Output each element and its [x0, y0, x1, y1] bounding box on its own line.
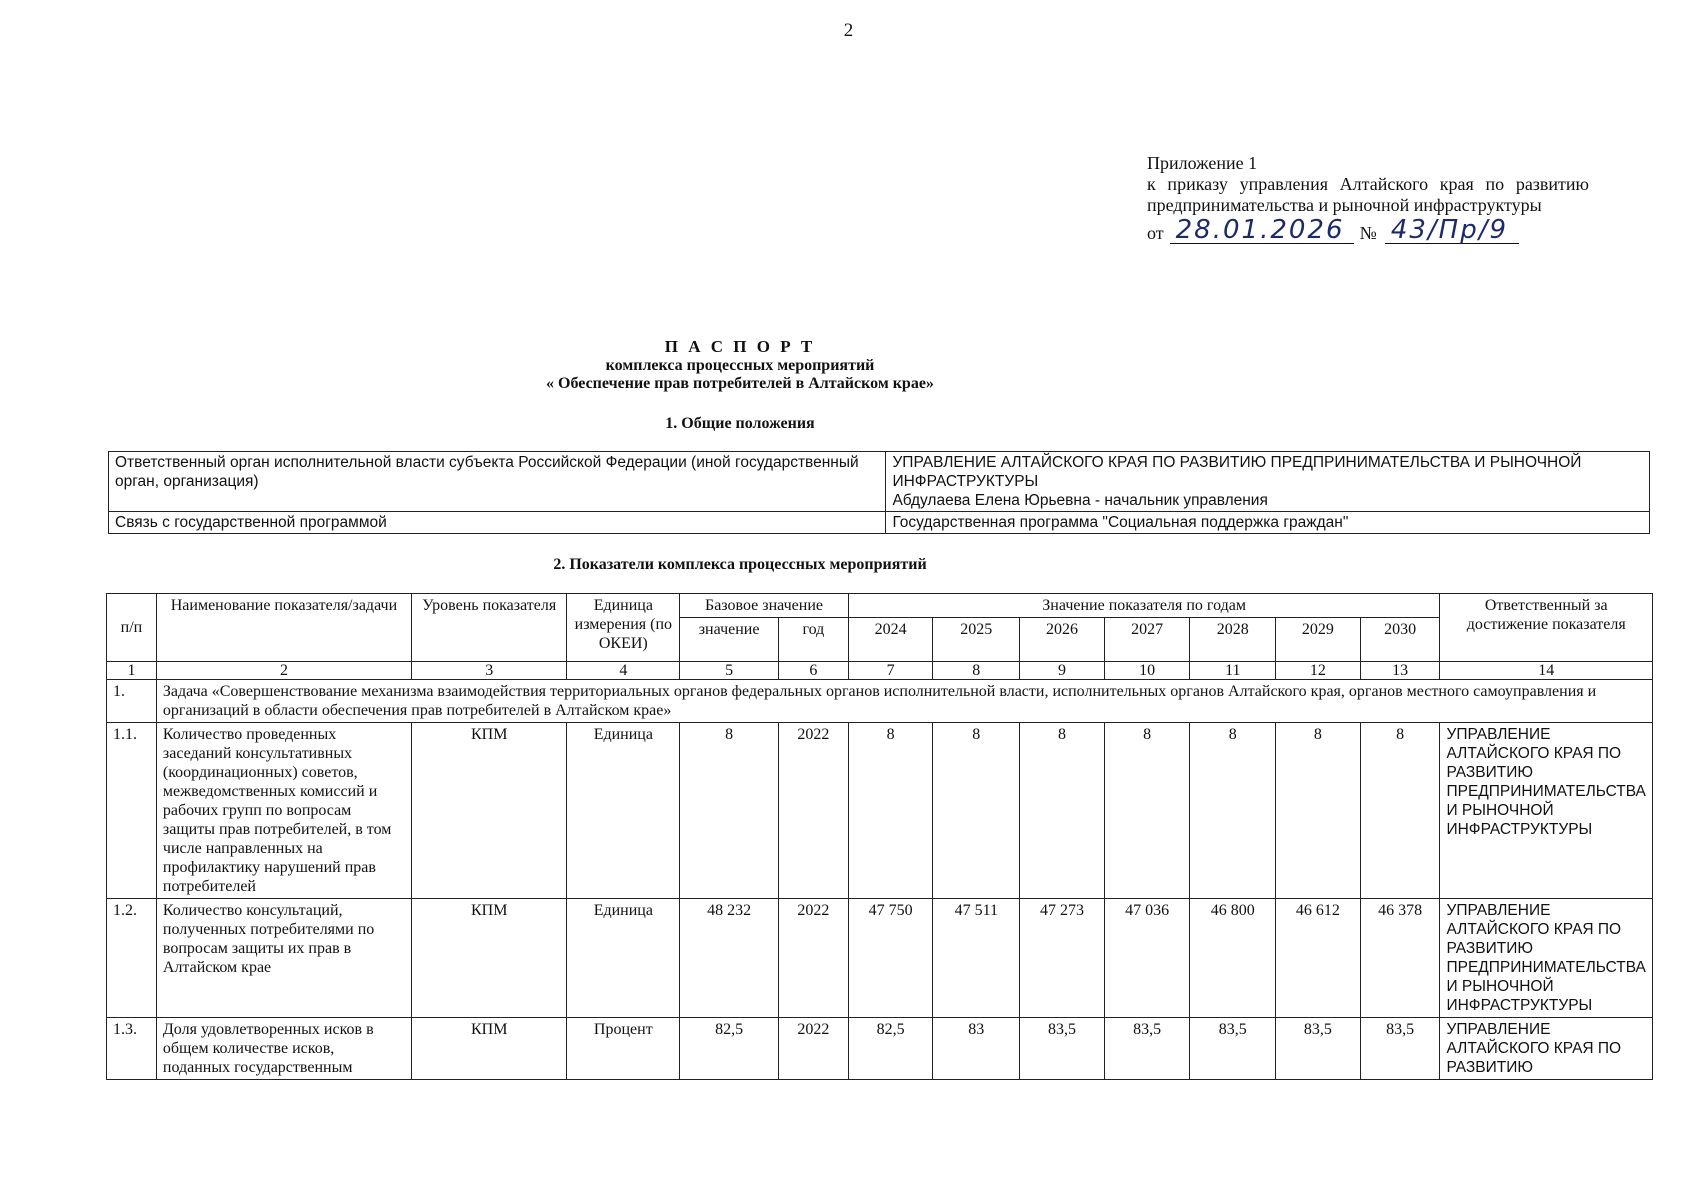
row-value: 46 378	[1360, 899, 1440, 1018]
general-value-line: УПРАВЛЕНИЕ АЛТАЙСКОГО КРАЯ ПО РАЗВИТИЮ ПРЕДПРИНИМАТЕЛЬСТВА И РЫНОЧНОЙ ИНФРАСТРУКТУРЫ	[892, 454, 1582, 490]
column-number: 4	[567, 662, 680, 680]
row-base-year: 2022	[778, 1018, 848, 1080]
column-number: 7	[848, 662, 933, 680]
row-value: 47 036	[1104, 899, 1190, 1018]
column-number: 12	[1276, 662, 1361, 680]
column-number: 6	[778, 662, 848, 680]
passport-title	[0, 337, 1480, 393]
task-text: Задача «Совершенствование механизма взаимодействия территориальных органов федеральных органов исполнительной власти, исполнительных органов Алтайского края, органов местного самоуправления и организаций в области обеспечения прав потребителей в Алтайском крае»	[156, 680, 1652, 723]
general-value: Государственная программа "Социальная поддержка граждан"	[886, 512, 1650, 534]
row-base-value: 8	[680, 723, 779, 899]
title-line-1: П А С П О Р Т	[664, 337, 816, 356]
appendix-title: Приложение 1	[1147, 153, 1258, 173]
general-value-line: Абдулаева Елена Юрьевна - начальник управления	[892, 492, 1268, 509]
number-sign: №	[1359, 223, 1377, 243]
table-row	[107, 1018, 1653, 1080]
header-responsible: Ответственный за достижение показателя	[1440, 594, 1653, 662]
appendix-text: к приказу управления Алтайского края по развитию предпринимательства и рыночной инфраструктуры	[1147, 174, 1589, 215]
header-year: 2025	[933, 618, 1020, 662]
task-num: 1.	[107, 680, 157, 723]
row-value: 47 750	[848, 899, 933, 1018]
row-num: 1.3.	[107, 1018, 157, 1080]
row-unit: Единица	[567, 899, 680, 1018]
row-num: 1.2.	[107, 899, 157, 1018]
row-base-value: 48 232	[680, 899, 779, 1018]
row-value: 83	[933, 1018, 1020, 1080]
row-value: 8	[1190, 723, 1276, 899]
section-1-heading: 1. Общие положения	[665, 415, 815, 432]
column-number: 8	[933, 662, 1020, 680]
row-level: КПМ	[412, 1018, 567, 1080]
column-number: 2	[156, 662, 411, 680]
header-year: 2029	[1276, 618, 1361, 662]
header-name: Наименование показателя/задачи	[156, 594, 411, 662]
row-value: 47 273	[1020, 899, 1105, 1018]
row-responsible: УПРАВЛЕНИЕ АЛТАЙСКОГО КРАЯ ПО РАЗВИТИЮ ПРЕДПРИНИМАТЕЛЬСТВА И РЫНОЧНОЙ ИНФРАСТРУКТУРЫ	[1440, 723, 1653, 899]
column-number: 3	[412, 662, 567, 680]
header-year: 2028	[1190, 618, 1276, 662]
row-value: 83,5	[1276, 1018, 1361, 1080]
header-year: 2027	[1104, 618, 1190, 662]
indicators-table	[106, 593, 1653, 1080]
header-by-years: Значение показателя по годам	[848, 594, 1440, 618]
row-value: 8	[1020, 723, 1105, 899]
column-number: 1	[107, 662, 157, 680]
appendix-block	[1147, 153, 1589, 244]
header-unit: Единица измерения (по ОКЕИ)	[567, 594, 680, 662]
row-unit: Процент	[567, 1018, 680, 1080]
handwritten-date: 28.01.2026	[1170, 217, 1354, 244]
row-name: Количество проведенных заседаний консультативных (координационных) советов, межведомственных комиссий и рабочих групп по вопросам защиты прав потребителей, в том числе направленных на профилактику нарушений прав потребителей	[156, 723, 411, 899]
general-label: Ответственный орган исполнительной власти субъекта Российской Федерации (иной государственный орган, организация)	[109, 452, 886, 512]
row-base-value: 82,5	[680, 1018, 779, 1080]
header-year: 2030	[1360, 618, 1440, 662]
general-row	[109, 452, 1650, 512]
title-line-3: « Обеспечение прав потребителей в Алтайском крае»	[546, 375, 934, 392]
column-number: 14	[1440, 662, 1653, 680]
column-number: 9	[1020, 662, 1105, 680]
row-value: 8	[848, 723, 933, 899]
column-numbers-row	[107, 662, 1653, 680]
row-value: 82,5	[848, 1018, 933, 1080]
date-prefix: от	[1147, 223, 1164, 243]
general-value	[886, 452, 1650, 512]
row-value: 83,5	[1020, 1018, 1105, 1080]
order-line	[1147, 217, 1589, 244]
page-number: 2	[843, 20, 854, 41]
row-responsible: УПРАВЛЕНИЕ АЛТАЙСКОГО КРАЯ ПО РАЗВИТИЮ	[1440, 1018, 1653, 1080]
column-number: 13	[1360, 662, 1440, 680]
row-level: КПМ	[412, 899, 567, 1018]
column-number: 11	[1190, 662, 1276, 680]
table-row	[107, 723, 1653, 899]
general-row	[109, 512, 1650, 534]
header-num: п/п	[107, 594, 157, 662]
row-value: 8	[1104, 723, 1190, 899]
section-2-heading: 2. Показатели комплекса процессных мероприятий	[553, 556, 927, 573]
row-responsible: УПРАВЛЕНИЕ АЛТАЙСКОГО КРАЯ ПО РАЗВИТИЮ ПРЕДПРИНИМАТЕЛЬСТВА И РЫНОЧНОЙ ИНФРАСТРУКТУРЫ	[1440, 899, 1653, 1018]
row-value: 83,5	[1190, 1018, 1276, 1080]
column-number: 5	[680, 662, 779, 680]
row-value: 8	[1360, 723, 1440, 899]
row-value: 83,5	[1104, 1018, 1190, 1080]
header-base-value: значение	[680, 618, 779, 662]
header-base-year: год	[778, 618, 848, 662]
title-line-2: комплекса процессных мероприятий	[605, 357, 875, 374]
row-value: 47 511	[933, 899, 1020, 1018]
header-year: 2026	[1020, 618, 1105, 662]
row-name: Доля удовлетворенных исков в общем количестве исков, поданных государственным	[156, 1018, 411, 1080]
header-year: 2024	[848, 618, 933, 662]
handwritten-order-number: 43/Пр/9	[1385, 217, 1519, 244]
row-value: 46 612	[1276, 899, 1361, 1018]
row-num: 1.1.	[107, 723, 157, 899]
row-base-year: 2022	[778, 899, 848, 1018]
row-value: 46 800	[1190, 899, 1276, 1018]
header-level: Уровень показателя	[412, 594, 567, 662]
row-name: Количество консультаций, полученных потребителями по вопросам защиты их прав в Алтайском крае	[156, 899, 411, 1018]
header-row	[107, 594, 1653, 618]
general-provisions-table	[108, 451, 1650, 534]
task-row	[107, 680, 1653, 723]
column-number: 10	[1104, 662, 1190, 680]
header-base: Базовое значение	[680, 594, 849, 618]
row-value: 83,5	[1360, 1018, 1440, 1080]
row-level: КПМ	[412, 723, 567, 899]
row-value: 8	[1276, 723, 1361, 899]
row-value: 8	[933, 723, 1020, 899]
row-unit: Единица	[567, 723, 680, 899]
table-row	[107, 899, 1653, 1018]
general-label: Связь с государственной программой	[109, 512, 886, 534]
row-base-year: 2022	[778, 723, 848, 899]
